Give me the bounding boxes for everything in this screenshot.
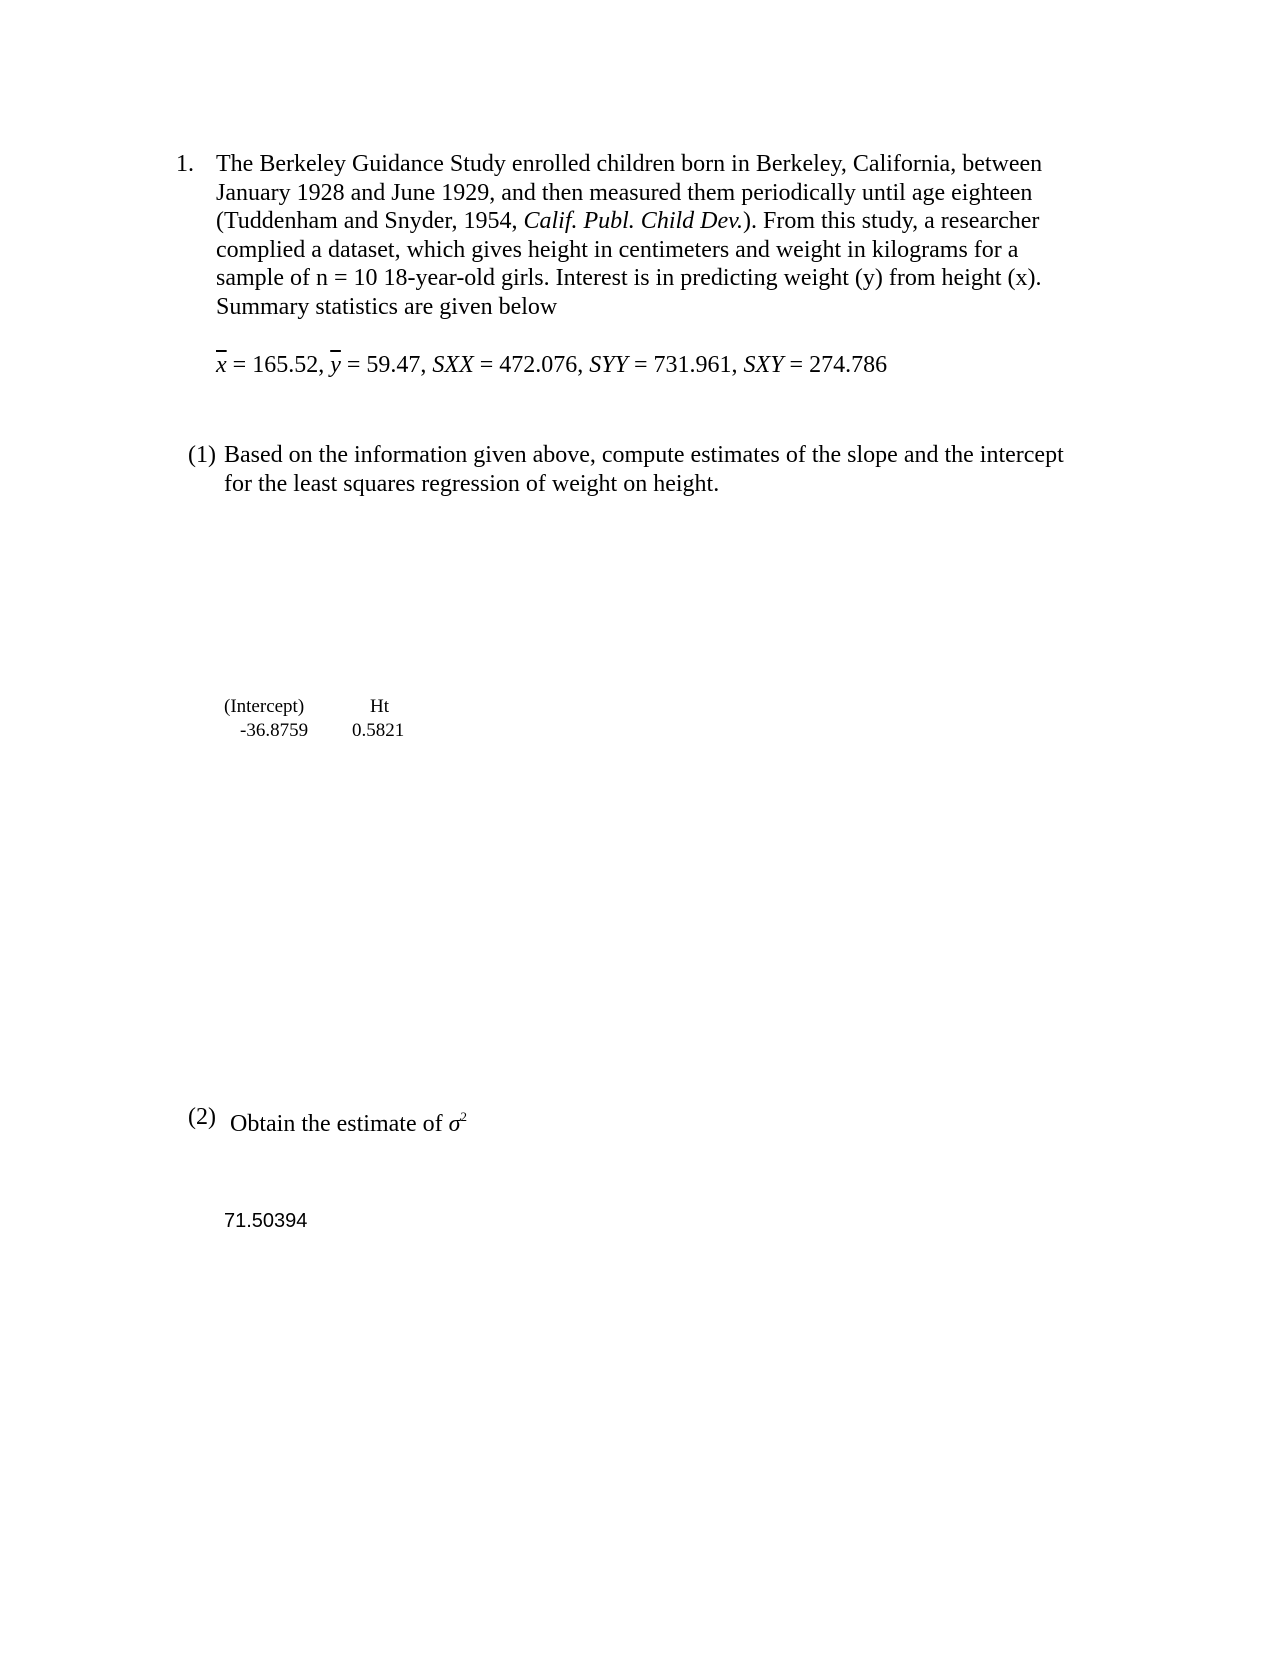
intercept-value: -36.8759 [240,720,309,741]
x-bar-value: 165.52 [252,352,319,378]
x-bar-symbol: $\overline{x}$ [216,352,227,378]
question-1-number: (1) [188,442,216,468]
intro-line-2: January 1928 and June 1929, and then measured them periodically until age eighteen [216,179,1033,206]
sxx-value: 472.076 [499,352,578,378]
intro-line-4: complied a dataset, which gives height in centimeters and weight in kilograms for a [216,236,1019,263]
question-2-text [230,1103,467,1139]
sxx-label: SXX [432,352,474,378]
question-2-label: Obtain the estimate of [230,1111,443,1137]
intercept-header: (Intercept) [224,696,305,717]
sigma-exponent: 2 [460,1109,467,1124]
sxy-value: 274.786 [809,352,888,378]
question-1-line-1: Based on the information given above, compute estimates of the slope and the intercept [224,442,1064,468]
intro-line-5: sample of n = 10 18-year-old girls. Interest is in predicting weight (y) from height (x). [216,265,1042,291]
citation-suffix: ). From this study, a researcher [743,208,1040,234]
sigma-symbol: σ [448,1111,461,1137]
citation-prefix: (Tuddenham and Snyder, 1954, [216,208,524,234]
intro-line-6: Summary statistics are given below [216,293,558,320]
sxy-label: SXY [743,352,784,378]
y-bar-symbol: $\overline{y}$ [330,352,341,378]
intro-line-1: The Berkeley Guidance Study enrolled children born in Berkeley, California, between [216,151,1043,177]
sigma-squared [449,1111,467,1137]
y-bar-value: 59.47 [366,352,421,378]
syy-label: SYY [589,352,628,378]
summary-statistics: $\overline{x} = 165.52$, $\overline{y} = 59.47$, SXX = 472.076, SYY = 731.961, SXY = 274.786 [216,352,888,378]
ht-value: 0.5821 [352,720,405,741]
ht-header: Ht [370,696,389,717]
journal-name: Calif. Publ. Child Dev. [523,208,744,234]
question-2-number: (2) [188,1104,216,1130]
syy-value: 731.961 [653,352,732,378]
problem-number: 1. [176,151,194,177]
question-1-line-2: for the least squares regression of weight on height. [224,470,720,497]
sigma-estimate-answer: 71.50394 [224,1210,308,1232]
intro-line-3 [216,207,1039,236]
